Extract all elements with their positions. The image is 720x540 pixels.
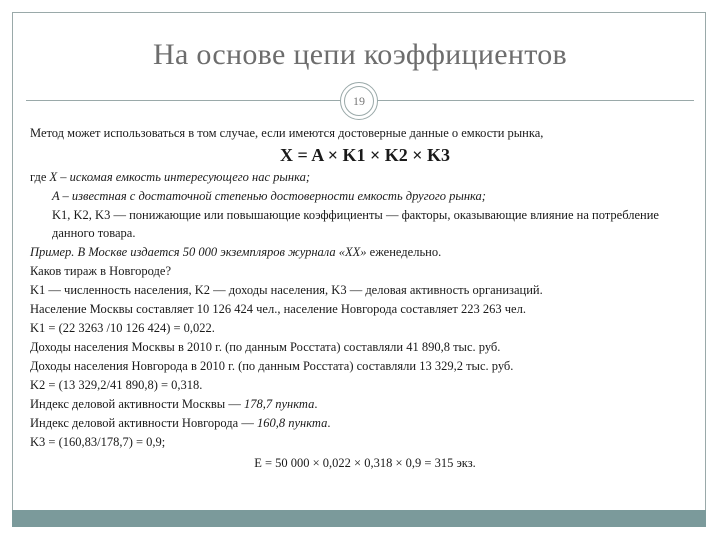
definition-k: K1, K2, K3 — понижающие или повышающие коэффициенты — факторы, оказывающие влияние на потребление данного товара. <box>52 208 659 240</box>
income-novgorod-line: Доходы населения Новгорода в 2010 г. (по данным Росстата) составляли 13 329,2 тыс. руб. <box>30 359 514 373</box>
page-number-badge <box>340 82 378 120</box>
activity-moscow-line <box>30 395 700 413</box>
main-formula: X = A × K1 × K2 × K3 <box>279 145 451 165</box>
activity-novgorod-value: 160,8 пункта <box>256 416 328 430</box>
activity-novgorod-line <box>30 414 700 432</box>
definition-x <box>30 168 700 186</box>
activity-moscow-prefix: Индекс деловой активности Москвы — <box>30 397 244 411</box>
definition-x-text: X – искомая емкость интересующего нас рынка; <box>49 170 311 184</box>
k3-calculation: K3 = (160,83/178,7) = 0,9; <box>30 435 166 449</box>
activity-moscow-value: 178,7 пункта <box>243 397 315 411</box>
page-number: 19 <box>344 86 374 116</box>
population-line: Население Москвы составляет 10 126 424 чел., население Новгорода составляет 223 263 чел. <box>30 302 526 316</box>
question-line: Каков тираж в Новгороде? <box>30 264 172 278</box>
definition-a: A – известная с достаточной степенью достоверности емкость другого рынка; <box>52 189 486 203</box>
result-line: E = 50 000 × 0,022 × 0,318 × 0,9 = 315 экз. <box>254 456 476 470</box>
where-prefix: где <box>30 170 50 184</box>
activity-moscow-suffix: . <box>314 397 318 411</box>
example-label: Пример. В Москве издается 50 000 экземпляров журнала «XX» <box>30 245 367 259</box>
example-line <box>30 243 700 261</box>
slide-body <box>30 124 700 473</box>
income-moscow-line: Доходы населения Москвы в 2010 г. (по данным Росстата) составляли 41 890,8 тыс. руб. <box>30 340 501 354</box>
k2-calculation: K2 = (13 329,2/41 890,8) = 0,318. <box>30 378 203 392</box>
intro-text: Метод может использоваться в том случае, если имеются достоверные данные о емкости рынка, <box>30 126 544 140</box>
k1-calculation: K1 = (22 3263 /10 126 424) = 0,022. <box>30 321 215 335</box>
k-definitions: K1 — численность населения, K2 — доходы населения, K3 — деловая активность организаций. <box>30 283 543 297</box>
footer-bar <box>12 510 706 527</box>
activity-novgorod-prefix: Индекс деловой активности Новгорода — <box>30 416 257 430</box>
example-rest: еженедельно. <box>366 245 442 259</box>
slide-title: На основе цепи коэффициентов <box>152 38 567 71</box>
activity-novgorod-suffix: . <box>327 416 331 430</box>
